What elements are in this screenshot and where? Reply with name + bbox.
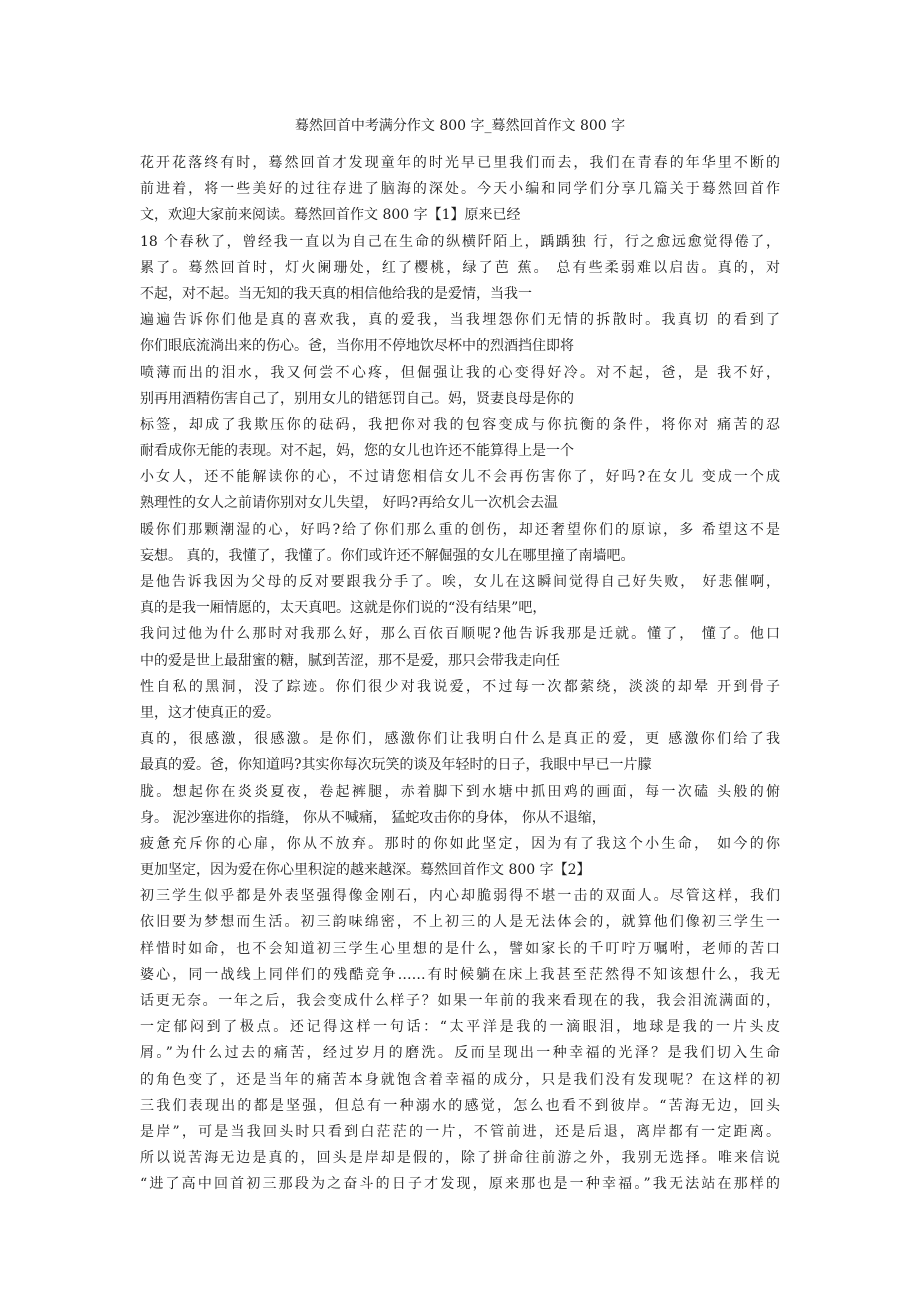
text-line: 18 个春秋了，曾经我一直以为自己在生命的纵横阡陌上，踽踽独 行，行之愈远愈觉得倦了， — [140, 233, 780, 250]
text-line: 最真的爱。爸，你知道吗?其实你每次玩笑的谈及年轻时的日子，我眼中早已一片朦 — [140, 757, 652, 774]
text-line: 婆心，同一战线上同伴们的残酷竞争……有时候躺在床上我甚至茫然得不知该想什么，我无 — [140, 966, 780, 983]
document-title: 蓦然回首中考满分作文 800 字_蓦然回首作文 800 字 — [294, 118, 626, 134]
text-line: 初三学生似乎都是外表坚强得像金刚石，内心却脆弱得不堪一击的双面人。尽管这样，我们 — [140, 888, 780, 905]
text-line: 胧。想起你在炎炎夏夜，卷起裤腿，赤着脚下到水塘中抓田鸡的画面，每一次磕 头般的俯 — [140, 783, 780, 800]
text-line: 不起，对不起。当无知的我天真的相信他给我的是爱情，当我一 — [140, 285, 532, 302]
text-line: 里，这才使真正的爱。 — [140, 704, 280, 721]
text-line: “进了高中回首初三那段为之奋斗的日子才发现，原来那也是一种幸福。”我无法站在那样的 — [140, 1176, 780, 1193]
text-line: 别再用酒精伤害自己了，别用女儿的错惩罚自己。妈，贤妻良母是你的 — [140, 390, 574, 407]
text-line: 花开花落终有时，蓦然回首才发现童年的时光早已里我们而去，我们在青春的年华里不断的 — [140, 155, 780, 171]
text-line: 累了。蓦然回首时，灯火阑珊处，红了樱桃，绿了芭 蕉。 总有些柔弱难以启齿。真的，对 — [140, 259, 780, 276]
text-line: 三我们表现出的都是坚强，但总有一种溺水的感觉，怎么也看不到彼岸。“苦海无边，回头 — [140, 1097, 780, 1114]
text-line: 依旧要为梦想而生活。初三韵味绵密，不上初三的人是无法体会的，就算他们像初三学生一 — [140, 914, 780, 931]
text-line: 的角色变了，还是当年的痛苦本身就饱含着幸福的成分，只是我们没有发现呢？在这样的初 — [140, 1071, 780, 1088]
text-line: 文，欢迎大家前来阅读。蓦然回首作文 800 字【1】原来已经 — [140, 207, 521, 224]
text-line: 耐看成你无能的表现。对不起，妈，您的女儿也许还不能算得上是一个 — [140, 443, 574, 460]
text-line: 妄想。 真的，我懂了，我懂了。你们或许还不解倔强的女儿在哪里撞了南墙吧。 — [140, 547, 635, 564]
text-line: 身。 泥沙塞进你的指缝， 你从不喊痛， 猛蛇攻击你的身体， 你从不退缩， — [140, 809, 606, 826]
text-line: 真的，很感激，很感激。是你们，感激你们让我明白什么是真正的爱，更 感激你们给了我 — [140, 731, 780, 748]
text-line: 是岸”，可是当我回头时只看到白茫茫的一片，不管前进，还是后退，离岸都有一定距离。 — [140, 1123, 780, 1140]
text-line: 话更无奈。一年之后，我会变成什么样子？如果一年前的我来看现在的我，我会泪流满面的， — [140, 993, 780, 1009]
text-line: 遍遍告诉你们他是真的喜欢我，真的爱我，当我埋怨你们无情的拆散时。我真切 的看到了 — [140, 312, 780, 329]
text-line: 前进着，将一些美好的过往存进了脑海的深处。今天小编和同学们分享几篇关于蓦然回首作 — [140, 181, 780, 198]
text-line: 你们眼底流淌出来的伤心。爸，当你用不停地饮尽杯中的烈酒挡住即将 — [140, 338, 574, 355]
text-line: 标签，却成了我欺压你的砝码，我把你对我的包容变成与你抗衡的条件，将你对 痛苦的忍 — [140, 416, 780, 433]
text-line: 更加坚定，因为爱在你心里积淀的越来越深。蓦然回首作文 800 字【2】 — [140, 862, 591, 879]
document-body — [140, 150, 780, 1198]
text-line: 我问过他为什么那时对我那么好，那么百依百顺呢?他告诉我那是迁就。懂了， 懂了。他口 — [140, 626, 780, 643]
text-line: 样惜时如命，也不会知道初三学生心里想的是什么，譬如家长的千叮咛万嘱咐，老师的苦口 — [140, 940, 780, 957]
text-line: 中的爱是世上最甜蜜的糖，腻到苦涩，那不是爱，那只会带我走向任 — [140, 652, 560, 669]
text-line: 喷薄而出的泪水，我又何尝不心疼，但倔强让我的心变得好冷。对不起，爸，是 我不好， — [140, 364, 780, 381]
text-line: 熟理性的女人之前请你别对女儿失望， 好吗?再给女儿一次机会去温 — [140, 495, 558, 512]
text-line: 真的是我一厢情愿的，太天真吧。这就是你们说的“没有结果”吧， — [140, 600, 547, 617]
text-line: 小女人，还不能解读你的心，不过请您相信女儿不会再伤害你了，好吗?在女儿 变成一个成 — [140, 469, 780, 486]
text-line: 所以说苦海无边是真的，回头是岸却是假的，除了拼命往前游之外，我别无选择。唯来信说 — [140, 1150, 780, 1167]
text-line: 暖你们那颗潮湿的心，好吗?给了你们那么重的创伤，却还奢望你们的原谅，多 希望这不是 — [140, 521, 780, 538]
text-line: 是他告诉我因为父母的反对要跟我分手了。唉，女儿在这瞬间觉得自己好失败， 好悲催啊， — [140, 574, 780, 590]
text-line: 性自私的黑洞，没了踪迹。你们很少对我说爱，不过每一次都萦绕，淡淡的却晕 开到骨子 — [140, 678, 780, 695]
text-line: 一定郁闷到了极点。还记得这样一句话：“太平洋是我的一滴眼泪，地球是我的一片头皮 — [140, 1019, 780, 1036]
text-line: 疲惫充斥你的心扉，你从不放弃。那时的你如此坚定，因为有了我这个小生命， 如今的你 — [140, 835, 780, 852]
text-line: 屑。”为什么过去的痛苦，经过岁月的磨洗。反而呈现出一种幸福的光泽？是我们切入生命 — [140, 1045, 780, 1062]
